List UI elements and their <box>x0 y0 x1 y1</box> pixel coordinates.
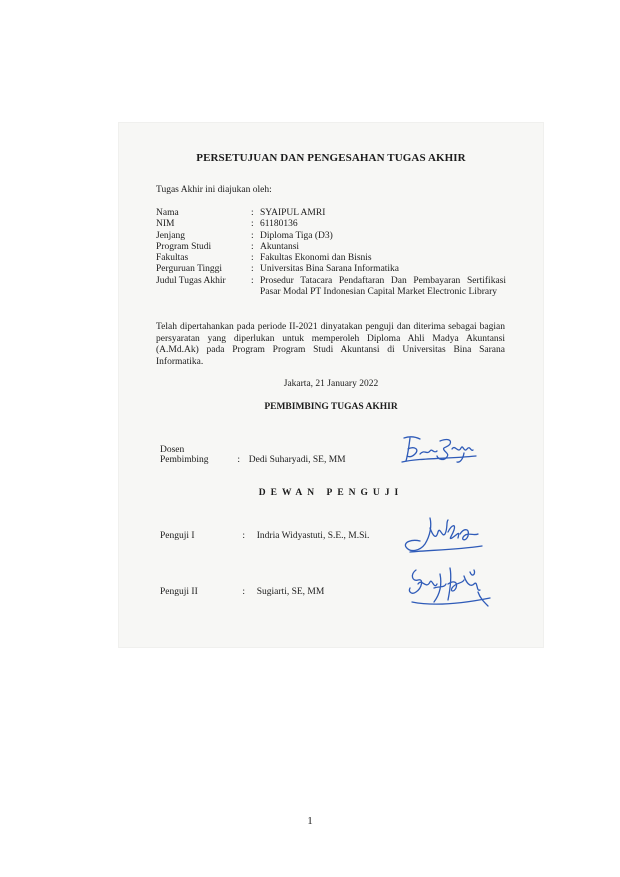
field-separator: : <box>251 219 254 230</box>
field-row-thesis-title <box>156 276 506 299</box>
advisor-heading: PEMBIMBING TUGAS AKHIR <box>264 402 398 412</box>
examiner-name: Sugiarti, SE, MM <box>256 587 325 597</box>
field-row-program <box>156 242 506 253</box>
examiner-2-signature <box>404 562 494 612</box>
approval-statement: Telah dipertahankan pada periode II-2021 dinyatakan penguji dan diterima sebagai bagian persyaratan yang diperlukan untuk memperoleh Diploma Ahli Madya Akuntansi (A.Md.Ak) pada Program Program Studi Akuntansi di Universitas Bina Sarana Informatika. <box>156 322 505 367</box>
advisor-name: Dedi Suharyadi, SE, MM <box>248 455 346 465</box>
examiner-separator: : <box>242 587 246 597</box>
advisor-separator: : <box>237 455 241 465</box>
field-separator: : <box>251 275 254 286</box>
document-title: PERSETUJUAN DAN PENGESAHAN TUGAS AKHIR <box>196 152 466 164</box>
examiner-label: Penguji II <box>160 587 198 597</box>
field-label: Perguruan Tinggi <box>156 264 223 275</box>
field-value: Diploma Tiga (D3) <box>260 230 333 241</box>
field-value: Fakultas Ekonomi dan Bisnis <box>260 253 372 264</box>
page-number: 1 <box>307 815 313 827</box>
field-label: Jenjang <box>156 230 186 241</box>
field-separator: : <box>251 230 254 241</box>
field-separator: : <box>251 208 254 218</box>
field-row-faculty <box>156 253 506 264</box>
field-value: Prosedur Tatacara Pendaftaran Dan Pembayaran Sertifikasi Pasar Modal PT Indonesian Capital Market Electronic Library <box>260 275 506 298</box>
field-value: Universitas Bina Sarana Informatika <box>260 264 400 275</box>
field-value: Akuntansi <box>260 241 300 252</box>
field-label: Nama <box>156 208 179 218</box>
field-label: Program Studi <box>156 241 212 252</box>
field-row-name <box>156 208 506 219</box>
field-separator: : <box>251 241 254 252</box>
field-row-university <box>156 264 506 275</box>
examiner-board-heading: DEWAN PENGUJI <box>258 488 404 498</box>
advisor-row <box>160 445 346 465</box>
student-info-table <box>156 208 506 298</box>
examiner-separator: : <box>242 531 246 541</box>
field-value: 61180136 <box>260 219 298 230</box>
field-separator: : <box>251 253 254 264</box>
field-label: Fakultas <box>156 253 189 264</box>
place-date: Jakarta, 21 January 2022 <box>283 379 379 389</box>
field-value: SYAIPUL AMRI <box>260 208 326 218</box>
field-row-level <box>156 231 506 242</box>
field-label: Judul Tugas Akhir <box>156 275 226 286</box>
field-label: NIM <box>156 219 175 230</box>
scanned-approval-page <box>118 122 544 648</box>
examiner-2-row <box>160 587 324 597</box>
field-row-nim <box>156 219 506 230</box>
examiner-label: Penguji I <box>160 531 195 541</box>
examiner-1-signature <box>400 514 490 560</box>
advisor-signature <box>400 432 480 468</box>
intro-text: Tugas Akhir ini diajukan oleh: <box>156 185 272 195</box>
examiner-name: Indria Widyastuti, S.E., M.Si. <box>256 531 370 541</box>
field-separator: : <box>251 264 254 275</box>
advisor-label: Dosen Pembimbing <box>160 445 209 465</box>
examiner-1-row <box>160 531 369 541</box>
